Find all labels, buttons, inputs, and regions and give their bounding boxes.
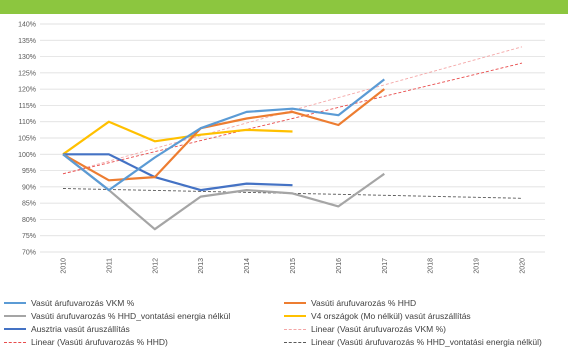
legend-item-linear-vkm [284, 324, 446, 334]
legend-label: Vasút árufuvarozás VKM % [31, 298, 135, 308]
legend-label: Linear (Vasúti árufuvarozás % HHD) [31, 337, 168, 347]
legend-swatch [4, 328, 26, 330]
x-axis-ticks [60, 258, 526, 274]
legend-swatch [284, 329, 306, 330]
y-tick-label: 120% [18, 86, 36, 94]
series-line [63, 63, 522, 174]
y-tick-label: 105% [18, 135, 36, 143]
x-tick-label: 2011 [106, 258, 114, 274]
legend-label: Ausztria vasút áruszállítás [31, 324, 130, 334]
y-tick-label: 130% [18, 54, 36, 62]
x-tick-label: 2013 [198, 258, 206, 274]
x-tick-label: 2012 [152, 258, 160, 274]
y-axis-ticks [18, 22, 36, 257]
legend-item-austria [4, 324, 130, 334]
y-tick-label: 100% [18, 151, 36, 159]
y-tick-label: 85% [21, 200, 36, 208]
y-tick-label: 110% [18, 119, 36, 127]
y-tick-label: 140% [18, 21, 36, 29]
x-tick-label: 2017 [381, 258, 389, 274]
header-band [0, 0, 568, 14]
y-tick-label: 125% [18, 70, 36, 78]
x-tick-label: 2014 [244, 258, 252, 274]
legend-swatch [284, 315, 306, 317]
y-tick-label: 115% [18, 102, 36, 110]
y-tick-label: 95% [21, 168, 36, 176]
y-tick-label: 75% [21, 233, 36, 241]
legend-item-linear-hhd [4, 337, 168, 347]
legend-swatch [284, 302, 306, 304]
legend-item-linear-hhd-no-energy [284, 337, 542, 347]
x-tick-label: 2018 [427, 258, 435, 274]
series-line [63, 154, 293, 190]
y-tick-label: 90% [21, 184, 36, 192]
line-chart [0, 14, 568, 296]
y-tick-label: 135% [18, 37, 36, 45]
legend-label: Linear (Vasút árufuvarozás VKM %) [311, 324, 446, 334]
legend-label: Linear (Vasúti árufuvarozás % HHD_vontatási energia nélkül) [311, 337, 542, 347]
y-tick-label: 80% [21, 216, 36, 224]
legend-swatch [284, 342, 306, 343]
series-line [63, 47, 522, 174]
x-tick-label: 2020 [519, 258, 527, 274]
gridlines [40, 24, 545, 252]
legend-item-hhd [284, 298, 416, 308]
legend-swatch [4, 315, 26, 317]
legend-swatch [4, 302, 26, 304]
x-tick-label: 2015 [290, 258, 297, 274]
legend-label: V4 országok (Mo nélkül) vasút áruszállítás [311, 311, 471, 321]
x-tick-label: 2019 [473, 258, 481, 274]
legend-label: Vasúti árufuvarozás % HHD_vontatási energia nélkül [31, 311, 231, 321]
chart-legend [0, 296, 568, 348]
legend-swatch [4, 342, 26, 343]
legend-item-hhd-no-energy [4, 311, 230, 321]
x-tick-label: 2016 [335, 258, 343, 274]
y-tick-label: 70% [21, 249, 36, 257]
legend-item-vkm [4, 298, 134, 308]
legend-label: Vasúti árufuvarozás % HHD [311, 298, 417, 308]
legend-item-v4 [284, 311, 471, 321]
x-tick-label: 2010 [60, 258, 68, 274]
